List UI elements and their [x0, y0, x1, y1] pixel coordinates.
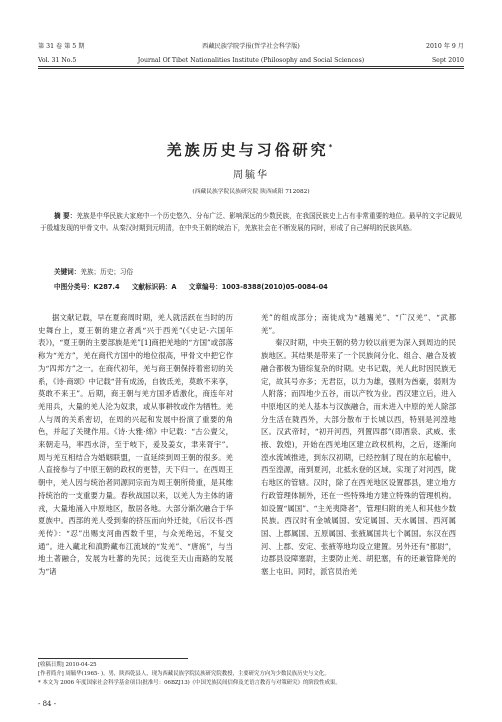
header-rule-thin [38, 68, 464, 69]
abstract-text: 羌族是中华民族大家庭中一个历史悠久、分布广泛、影响深远的少数民族，在我国民族史上占有非常重要的地位。最早的文字记载见于殷墟发现的甲骨文中。从秦汉时期到元明清，在中央王朝的统治下，羌族社会在不断发展的同时，形成了自己鲜明的民族风格。 [40, 212, 462, 232]
classification-line [54, 281, 338, 291]
volume-issue-cn: 第 31 卷 第 5 期 [38, 43, 85, 50]
keywords [54, 266, 133, 276]
body-column-left [38, 312, 233, 579]
document-code: 文献标识码：A [131, 283, 177, 291]
title-footnote-mark: * [328, 143, 336, 151]
body-paragraph: 秦汉时期，中央王朝的势力较以前更为深入到周边的民族地区。其结果是带来了一个民族间分化、组合、融合及被融合都极为错综复杂的时期。史书记载，羌人此时因民族无定，故其号亦多；无君臣，以力为雄，强则为酋豪，弱则为人附落；而四地少五谷，而以产牧为业。西汉建立后，进入中原地区的羌人基本与汉族融合，而未进入中原的羌人除部分生活在陇西外，大部分散布于长城以西，特别是河湟地区。汉武帝时，“初开河西，列置四郡”(即酒泉、武威、张掖、敦煌)，开始在西羌地区建立政权机构，之后，逐渐向湟水流域推进，到东汉初期，已经控制了现在的东起榆中，西至湟源，南到夏河，北抵永登的区域。实现了对河西，陇右地区的管辖。汉时，除了在西羌地区设置郡县，建立地方行政管理体制外，还在一些特殊地方建立特殊的管理机构。如设置“属国”、“主羌夷降者”，管理归附的羌人和其他少数民族。西汉时有金城属国、安定属国、天水属国、西河属国、上郡属国、五原属国、张掖属国共七个属国。东汉在西河、上郡、安定、张掖等地均设立建置。另外还有“都尉”，边郡县设障塞尉，主要防止羌、胡犯塞，有的还兼管降羌的塞上屯田。同时，派官员治羌 [261, 338, 456, 577]
body-column-right [261, 312, 456, 579]
page-number: - 84 - [38, 700, 57, 708]
journal-name-en: Journal Of Tibet Nationalities Institute (Philosophy and Social Sciences) [137, 57, 365, 64]
body-paragraph: 据文献记载，早在夏商周时期，羌人就活跃在当时的历史舞台上，夏王朝的建立者禹“兴于西羌”(《史记·六国年表》)，“夏王朝的主要部族是羌”[1]商把羌地的“方国”或部落称为“羌方”，羌在商代方国中的地位很高，甲骨文中把它作为“四邦方”之一。在商代初年，羌与商王朝保持着密切的关系，《诗·商颂》中记载“昔有成汤，自彼氐羌，莫敢不来享，莫敢不来王”。后期，商王朝与羌方国矛盾激化，商连年对羌用兵，大量的羌人沦为奴隶，或从事耕牧或作为牺牲。羌人与周的关系密切，在周的兴起和发展中扮演了重要的角色，并起了关键作用。《诗·大雅·绵》中记载：“古公亶父，来朝走马，率西水浒，至于岐下，爰及姜女，聿来胥宇”。周与羌互相结合为婚姻联盟，一直延续到周王朝的很多。羌人直接参与了中原王朝的政权的更替，天下归一。在西周王朝中，羌人因与统治者同源同宗而为周王朝所倚重，是其维持统治的一支重要力量。春秋战国以来，以羌人为主体的诸戎，大量地涌入中原地区，散居各地。大部分渐次融合于华夏族中。西部的羌人受到秦的挤压而向外迁徙，《后汉书·西羌传》：“忍”出赐支河曲西数千里，与众羌绝远，不复交通”。进入藏北和滇黔藏布江流域的“发羌”、“唐旄”，与当地土著融合，发展为吐蕃的先民；远徙至天山南路的发展为“诸 [38, 313, 233, 577]
abstract [40, 211, 462, 234]
article-number: 文章编号：1003-8388(2010)05-0084-04 [188, 283, 328, 291]
author-affiliation: (西藏民族学院民族研究院 陕西咸阳 712082) [192, 189, 310, 195]
footnote-funding: * 本文为 2006 年度国家社会科学基金项目(批准号：06BZJ13)《中国羌族民间信仰及羌语言教育与对策研究》的阶段性成果。 [38, 680, 341, 686]
body-paragraph: 羌”的组成部分；南徙成为“越巂羌”、“广汉羌”、“武都羌”。 [261, 313, 456, 335]
keywords-label: 关键词： [54, 268, 81, 276]
volume-issue-en: Vol. 31 No.5 [38, 57, 77, 64]
journal-name-cn: 西藏民族学院学报(哲学社会科学版) [202, 43, 300, 50]
keywords-text: 羌族；历史；习俗 [80, 268, 134, 276]
footnote-received: [收稿日期] 2010-04-25 [38, 662, 97, 668]
header-rule [38, 66, 464, 67]
article-title [0, 139, 502, 160]
footnote-rule [38, 658, 188, 659]
issue-date-cn: 2010 年 9 月 [426, 43, 464, 50]
clc-number: 中图分类号：K287.4 [54, 283, 120, 291]
article-title-text: 羌族历史与习俗研究 [166, 141, 329, 159]
abstract-label: 摘 要： [54, 212, 77, 220]
issue-date-en: Sept 2010 [431, 57, 464, 64]
author-name: 周毓华 [233, 170, 269, 181]
footnote-author-bio: [作者简介] 周毓华(1965- )，男，陕西乾县人，现为西藏民族学院民族研究院教授，主要研究方向为少数民族历史与文化。 [38, 671, 330, 677]
